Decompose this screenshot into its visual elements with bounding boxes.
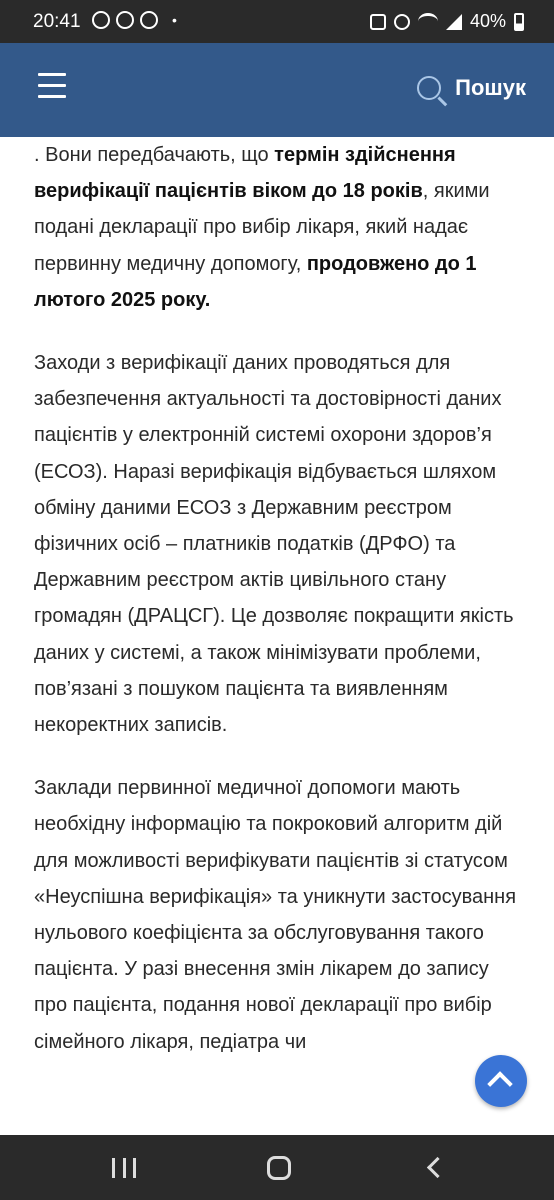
recent-apps-icon[interactable] bbox=[112, 1158, 136, 1178]
text: , якими подані декларації про вибір лікаря, який надає первинну медичну допомогу, bbox=[34, 180, 490, 275]
lock-icon bbox=[370, 14, 386, 30]
article-paragraph-2: Заходи з верифікації даних проводяться для забезпечення актуальності та достовірності даних пацієнтів у електронній системі охорони здоров’я (ЕСОЗ). Наразі верифікація відбувається шляхом обміну даними ЕСОЗ з Державним реєстром фізичних осіб – платників податків (ДРФО) та Державним реєстром актів цивільного стану громадян (ДРАЦСГ). Це дозволяє покращити якість даних у системі, а також мінімізувати проблеми, пов’язані з пошуком пацієнта та виявленням некоректних записів. bbox=[34, 352, 514, 737]
status-time: 20:41 bbox=[33, 11, 81, 32]
viber-icon bbox=[92, 11, 110, 29]
bold-text: термін здійснення верифікації пацієнтів віком до 18 років bbox=[34, 144, 456, 203]
text: . Вони передбачають, що bbox=[34, 144, 275, 166]
more-notifications-icon: • bbox=[172, 12, 177, 28]
alarm-icon bbox=[394, 14, 410, 30]
article-body bbox=[34, 137, 524, 1087]
battery-percent: 40% bbox=[469, 11, 506, 31]
status-bar bbox=[0, 0, 554, 43]
bold-text: продовжено до 1 лютого 2025 року. bbox=[34, 252, 477, 311]
home-icon[interactable] bbox=[267, 1156, 291, 1180]
menu-icon[interactable] bbox=[38, 73, 66, 99]
search-icon bbox=[417, 76, 441, 100]
scroll-to-top-button[interactable] bbox=[475, 1055, 527, 1107]
back-icon[interactable] bbox=[427, 1157, 448, 1178]
vpn-icon bbox=[116, 11, 134, 29]
signal-icon bbox=[446, 14, 462, 30]
notification-icons bbox=[92, 11, 158, 29]
search-label: Пошук bbox=[455, 75, 526, 100]
megaphone-icon bbox=[140, 11, 158, 29]
site-header bbox=[0, 43, 554, 137]
search-button[interactable] bbox=[417, 75, 526, 101]
article-paragraph-1 bbox=[34, 137, 524, 318]
wifi-icon bbox=[418, 13, 438, 30]
system-nav-bar bbox=[0, 1135, 554, 1200]
article-paragraph-3: Заклади первинної медичної допомоги мають необхідну інформацію та покроковий алгоритм дій для можливості верифікувати пацієнтів зі статусом «Неуспішна верифікація» та уникнути застосування нульового коефіцієнта за обслуговування такого пацієнта. У разі внесення змін лікарем до запису про пацієнта, подання нової декларації про вибір сімейного лікаря, педіатра чи bbox=[34, 777, 517, 1053]
battery-icon bbox=[514, 13, 524, 31]
